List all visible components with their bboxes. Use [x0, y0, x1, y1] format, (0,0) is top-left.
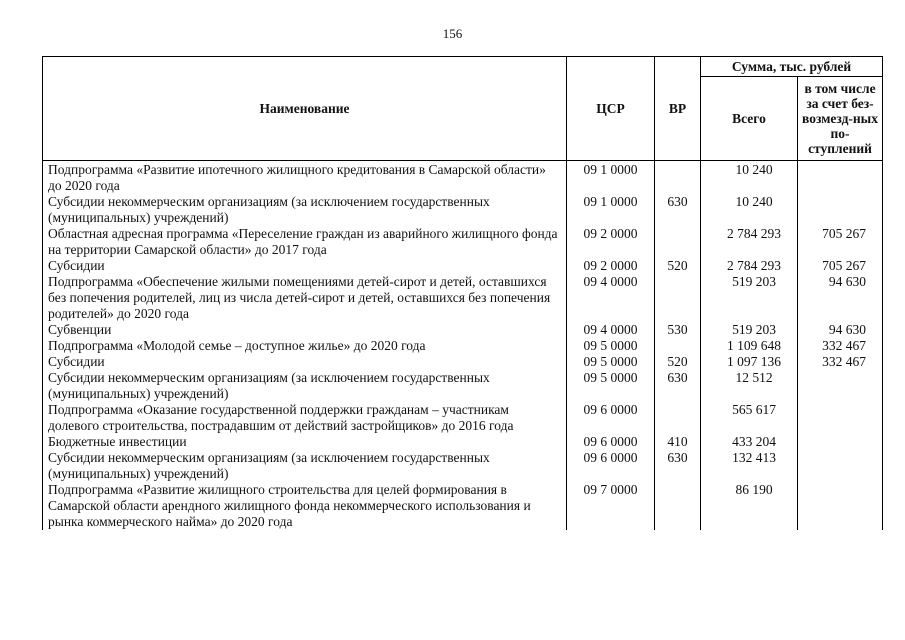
row-free-receipts — [798, 434, 883, 450]
row-free-receipts: 94 630 — [798, 322, 883, 338]
table-row — [43, 450, 883, 482]
row-free-receipts — [798, 450, 883, 482]
row-total: 519 203 — [701, 322, 798, 338]
row-csr: 09 5 0000 — [567, 338, 655, 354]
row-vr — [655, 274, 701, 322]
table-row — [43, 354, 883, 370]
page-number: 156 — [442, 26, 463, 41]
row-name: Подпрограмма «Оказание государственной поддержки гражданам – участникам долевого строительства, пострадавшим от действий застройщиков» до 2016 года — [43, 402, 567, 434]
row-total: 1 109 648 — [701, 338, 798, 354]
row-free-receipts — [798, 482, 883, 530]
row-name: Субвенции — [43, 322, 567, 338]
row-csr: 09 2 0000 — [567, 226, 655, 258]
row-csr: 09 6 0000 — [567, 450, 655, 482]
row-name: Подпрограмма «Развитие жилищного строительства для целей формирования в Самарской области арендного жилищного фонда некоммерческого использования и рынка коммерческого найма» до 2020 года — [43, 482, 567, 530]
row-free-receipts: 94 630 — [798, 274, 883, 322]
row-total: 10 240 — [701, 161, 798, 195]
table-body — [43, 161, 883, 531]
table-row — [43, 161, 883, 195]
row-name: Подпрограмма «Развитие ипотечного жилищного кредитования в Самарской области» до 2020 года — [43, 161, 567, 195]
header-sum: Сумма, тыс. рублей — [701, 57, 883, 77]
row-free-receipts: 332 467 — [798, 354, 883, 370]
row-free-receipts — [798, 194, 883, 226]
table-row — [43, 402, 883, 434]
row-vr: 520 — [655, 258, 701, 274]
row-csr: 09 2 0000 — [567, 258, 655, 274]
row-vr: 410 — [655, 434, 701, 450]
row-name: Областная адресная программа «Переселение граждан из аварийного жилищного фонда на территории Самарской области» до 2017 года — [43, 226, 567, 258]
table-row — [43, 194, 883, 226]
row-vr: 630 — [655, 194, 701, 226]
row-csr: 09 5 0000 — [567, 354, 655, 370]
row-total: 132 413 — [701, 450, 798, 482]
row-total: 86 190 — [701, 482, 798, 530]
row-csr: 09 1 0000 — [567, 194, 655, 226]
row-total: 2 784 293 — [701, 226, 798, 258]
row-vr — [655, 402, 701, 434]
row-csr: 09 7 0000 — [567, 482, 655, 530]
row-total: 2 784 293 — [701, 258, 798, 274]
row-name: Субсидии некоммерческим организациям (за исключением государственных (муниципальных) учреждений) — [43, 370, 567, 402]
row-name: Подпрограмма «Обеспечение жилыми помещениями детей-сирот и детей, оставшихся без попечения родителей, лиц из числа детей-сирот и детей, оставшихся без попечения родителей» до 2020 года — [43, 274, 567, 322]
budget-table — [42, 56, 883, 530]
row-vr — [655, 482, 701, 530]
row-free-receipts — [798, 370, 883, 402]
table-row — [43, 258, 883, 274]
row-csr: 09 6 0000 — [567, 434, 655, 450]
row-vr: 530 — [655, 322, 701, 338]
row-vr — [655, 226, 701, 258]
row-vr — [655, 161, 701, 195]
row-name: Подпрограмма «Молодой семье – доступное жилье» до 2020 года — [43, 338, 567, 354]
row-name: Субсидии некоммерческим организациям (за исключением государственных (муниципальных) учреждений) — [43, 450, 567, 482]
row-vr: 630 — [655, 370, 701, 402]
row-csr: 09 4 0000 — [567, 274, 655, 322]
row-total: 12 512 — [701, 370, 798, 402]
header-total: Всего — [701, 77, 798, 161]
row-csr: 09 6 0000 — [567, 402, 655, 434]
table-row — [43, 434, 883, 450]
row-csr: 09 5 0000 — [567, 370, 655, 402]
row-name: Субсидии некоммерческим организациям (за исключением государственных (муниципальных) учреждений) — [43, 194, 567, 226]
row-total: 1 097 136 — [701, 354, 798, 370]
row-name: Субсидии — [43, 258, 567, 274]
row-total: 10 240 — [701, 194, 798, 226]
row-free-receipts: 705 267 — [798, 226, 883, 258]
header-vr: ВР — [655, 57, 701, 161]
row-free-receipts: 705 267 — [798, 258, 883, 274]
row-csr: 09 4 0000 — [567, 322, 655, 338]
header-csr: ЦСР — [567, 57, 655, 161]
table-row — [43, 370, 883, 402]
row-name: Субсидии — [43, 354, 567, 370]
row-total: 565 617 — [701, 402, 798, 434]
row-total: 433 204 — [701, 434, 798, 450]
row-vr — [655, 338, 701, 354]
row-total: 519 203 — [701, 274, 798, 322]
row-free-receipts: 332 467 — [798, 338, 883, 354]
table-row — [43, 322, 883, 338]
table-row — [43, 274, 883, 322]
row-vr: 630 — [655, 450, 701, 482]
row-vr: 520 — [655, 354, 701, 370]
row-csr: 09 1 0000 — [567, 161, 655, 195]
row-free-receipts — [798, 402, 883, 434]
row-free-receipts — [798, 161, 883, 195]
table-row — [43, 226, 883, 258]
row-name: Бюджетные инвестиции — [43, 434, 567, 450]
table-row — [43, 338, 883, 354]
table-row — [43, 482, 883, 530]
header-free-receipts: в том числе за счет без-возмезд-ных по-ступлений — [798, 77, 883, 161]
header-name: Наименование — [43, 57, 567, 161]
